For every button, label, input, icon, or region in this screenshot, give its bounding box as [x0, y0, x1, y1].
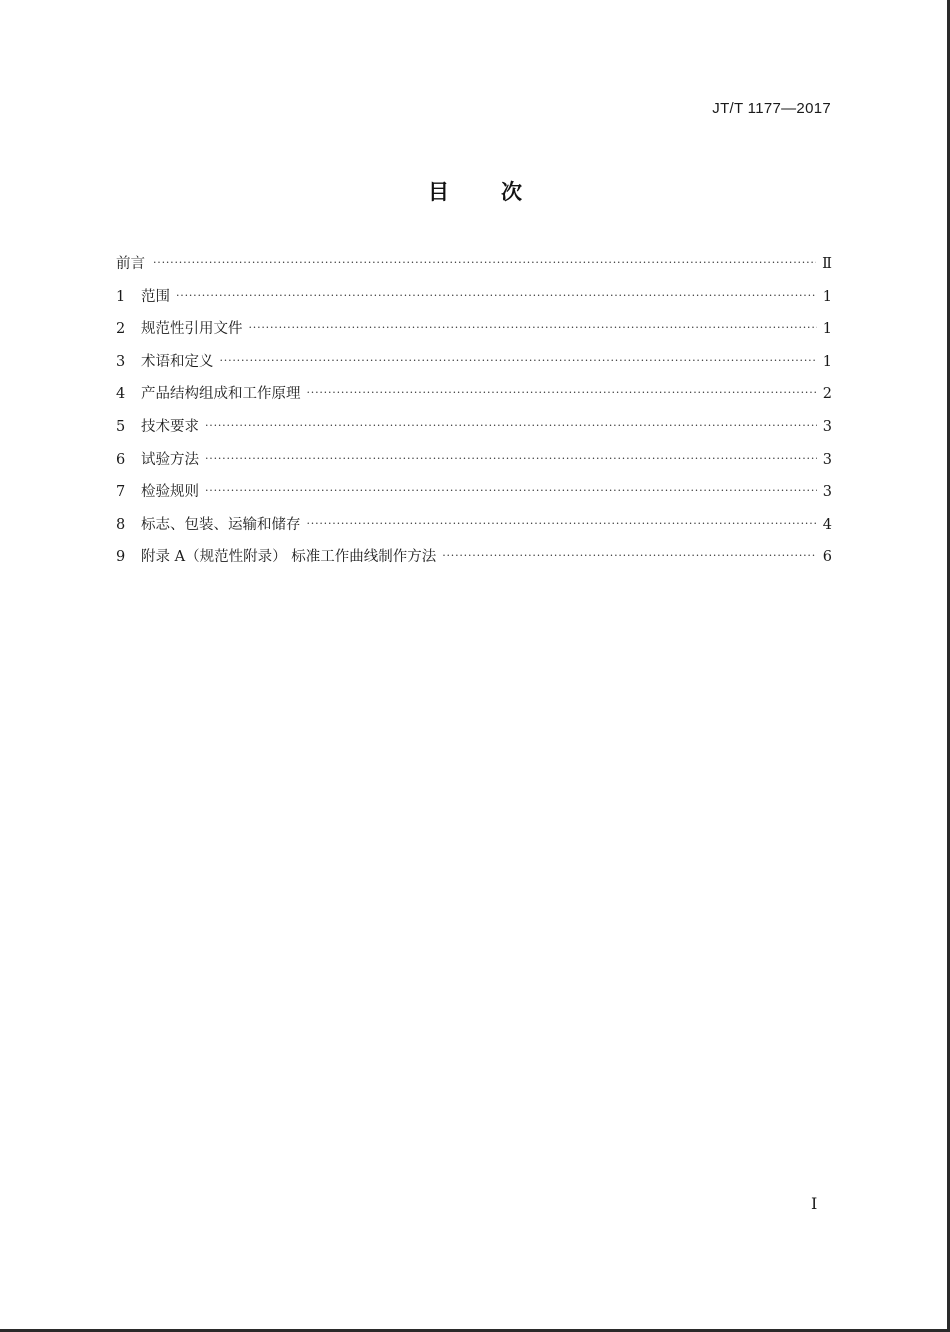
standard-code: JT/T 1177—2017: [712, 100, 831, 117]
toc-leader-dots: [176, 289, 817, 302]
toc-title-char-1: 目: [428, 180, 449, 204]
toc-entry-number: 3: [116, 353, 126, 370]
toc-entry-terms-definitions[interactable]: [116, 350, 832, 383]
toc-entry-scope[interactable]: [116, 285, 832, 318]
toc-entry-number: 1: [116, 288, 126, 305]
toc-entry-page: 6: [822, 549, 832, 566]
toc-entry-label: 规范性引用文件: [141, 321, 243, 338]
toc-entry-page: 1: [822, 288, 832, 305]
toc-entry-number: 5: [116, 418, 126, 435]
toc-entry-number: 2: [116, 321, 126, 338]
toc-entry-page: 1: [822, 353, 832, 370]
toc-entry-technical-requirements[interactable]: [116, 415, 832, 448]
toc-entry-page: 2: [822, 386, 832, 403]
toc-entry-page: 1: [822, 321, 832, 338]
toc-entry-page: 4: [822, 516, 832, 533]
page-number: I: [811, 1194, 818, 1213]
toc-entry-label: 标志、包装、运输和储存: [141, 516, 301, 533]
toc-title: [0, 176, 950, 206]
toc-leader-dots: [220, 354, 817, 367]
toc-entry-annex-a[interactable]: [116, 545, 832, 578]
toc-entry-number: 8: [116, 516, 126, 533]
toc-entry-label: 产品结构组成和工作原理: [141, 386, 301, 403]
toc-leader-dots: [205, 452, 817, 465]
toc-entry-normative-references[interactable]: [116, 317, 832, 350]
toc-entry-label: 技术要求: [141, 418, 199, 435]
toc-leader-dots: [153, 256, 816, 269]
toc-entry-label: 试验方法: [141, 451, 199, 468]
toc-entry-test-methods[interactable]: [116, 448, 832, 481]
toc-entry-label: 前言: [116, 256, 145, 272]
toc-entry-marking-packaging[interactable]: [116, 513, 832, 546]
toc-entry-product-structure[interactable]: [116, 382, 832, 415]
toc-leader-dots: [442, 549, 817, 562]
toc-entry-number: 6: [116, 451, 126, 468]
toc-entry-page: Ⅱ: [822, 256, 832, 272]
toc-entry-number: 7: [116, 484, 126, 501]
toc-title-char-2: 次: [501, 180, 522, 204]
toc-entry-label: 范围: [141, 288, 170, 305]
toc-entry-label: 附录 A（规范性附录） 标准工作曲线制作方法: [141, 549, 437, 566]
table-of-contents: [116, 252, 832, 578]
toc-entry-number: 4: [116, 386, 126, 403]
toc-entry-page: 3: [822, 418, 832, 435]
toc-leader-dots: [205, 419, 817, 432]
toc-leader-dots: [307, 386, 817, 399]
toc-entry-label: 检验规则: [141, 484, 199, 501]
toc-entry-page: 3: [822, 484, 832, 501]
toc-entry-label: 术语和定义: [141, 353, 214, 370]
toc-leader-dots: [205, 484, 817, 497]
toc-entry-preface[interactable]: [116, 252, 832, 285]
toc-leader-dots: [307, 517, 817, 530]
toc-entry-inspection-rules[interactable]: [116, 480, 832, 513]
toc-leader-dots: [249, 321, 817, 334]
toc-entry-number: 9: [116, 549, 126, 566]
toc-entry-page: 3: [822, 451, 832, 468]
